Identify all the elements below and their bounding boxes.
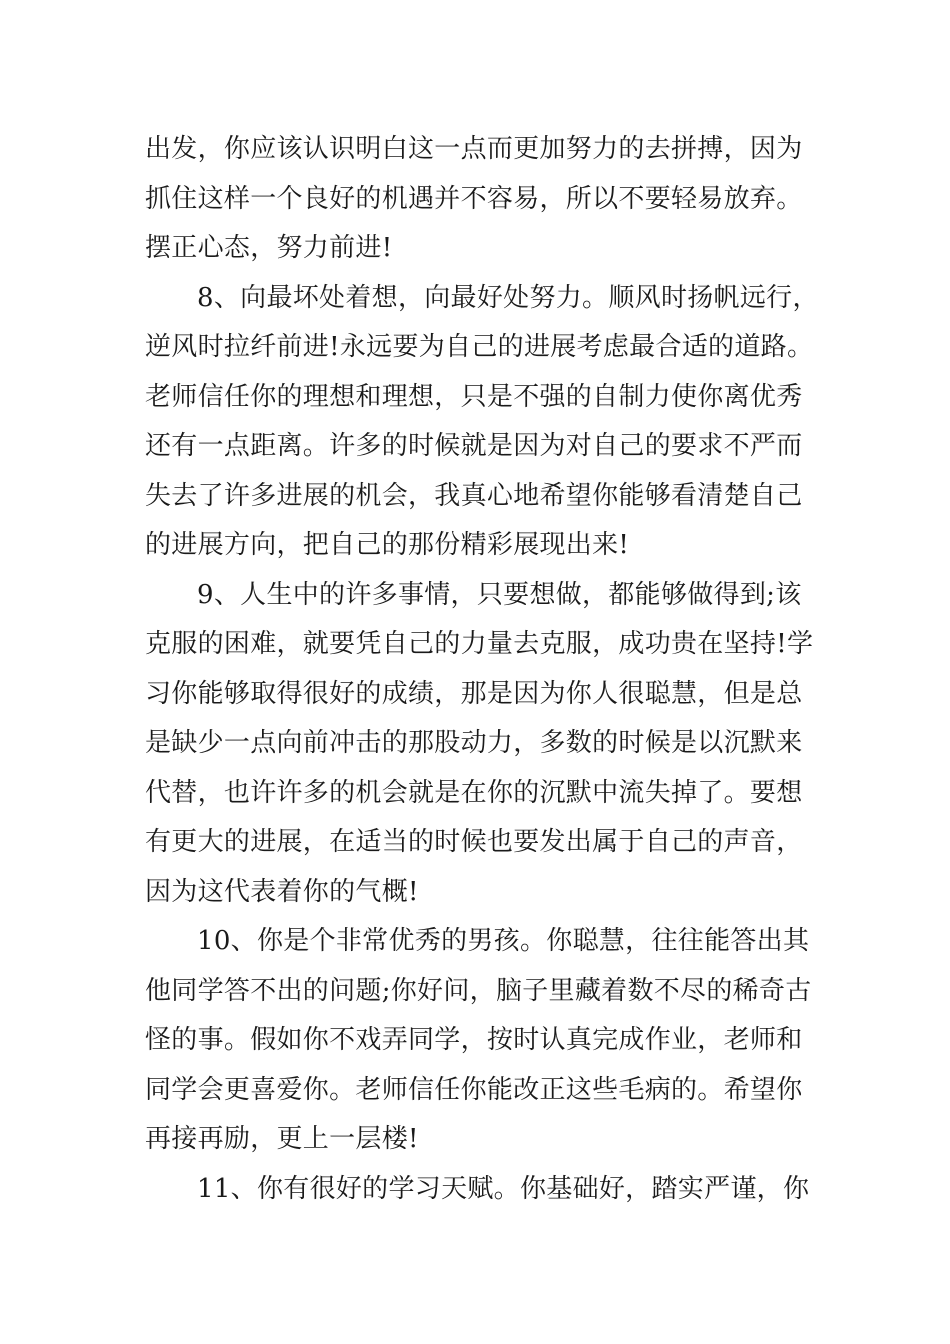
text-line: 克服的困难，就要凭自己的力量去克服，成功贵在坚持!学: [145, 629, 814, 659]
text-line: 抓住这样一个良好的机遇并不容易，所以不要轻易放弃。: [145, 183, 803, 214]
text-line: 有更大的进展，在适当的时候也要发出属于自己的声音，: [145, 827, 803, 857]
text-line: 同学会更喜爱你。老师信任你能改正这些毛病的。希望你: [145, 1074, 803, 1105]
paragraph-9-start: 9、人生中的许多事情，只要想做，都能够做得到;该: [197, 579, 802, 610]
text-line: 老师信任你的理想和理想，只是不强的自制力使你离优秀: [145, 381, 803, 412]
text-line: 失去了许多进展的机会，我真心地希望你能够看清楚自己: [145, 480, 803, 511]
text-line: 怪的事。假如你不戏弄同学，按时认真完成作业，老师和: [145, 1025, 803, 1055]
text-line: 逆风时拉纤前进!永远要为自己的进展考虑最合适的道路。: [145, 332, 814, 362]
text-line: 他同学答不出的问题;你好问，脑子里藏着数不尽的稀奇古: [145, 975, 812, 1006]
text-line: 习你能够取得很好的成绩，那是因为你人很聪慧，但是总: [145, 678, 803, 709]
text-line: 还有一点距离。许多的时候就是因为对自己的要求不严而: [145, 431, 803, 461]
paragraph-10-start: 10、你是个非常优秀的男孩。你聪慧，往往能答出其: [197, 926, 810, 956]
text-line: 再接再励，更上一层楼!: [145, 1124, 419, 1154]
text-line: 的进展方向，把自己的那份精彩展现出来!: [145, 530, 630, 560]
text-line: 因为这代表着你的气概!: [145, 876, 419, 907]
text-line: 是缺少一点向前冲击的那股动力，多数的时候是以沉默来: [145, 728, 803, 758]
text-line: 代替，也许许多的机会就是在你的沉默中流失掉了。要想: [145, 777, 803, 808]
body-text: [145, 125, 819, 1214]
paragraph-11-start: 11、你有很好的学习天赋。你基础好，踏实严谨，你: [197, 1173, 810, 1204]
text-line: 摆正心态，努力前进!: [145, 233, 393, 263]
paragraph-8-start: 8、向最坏处着想，向最好处努力。顺风时扬帆远行，: [197, 282, 819, 313]
text-line: 出发，你应该认识明白这一点而更加努力的去拼搏，因为: [145, 134, 803, 164]
